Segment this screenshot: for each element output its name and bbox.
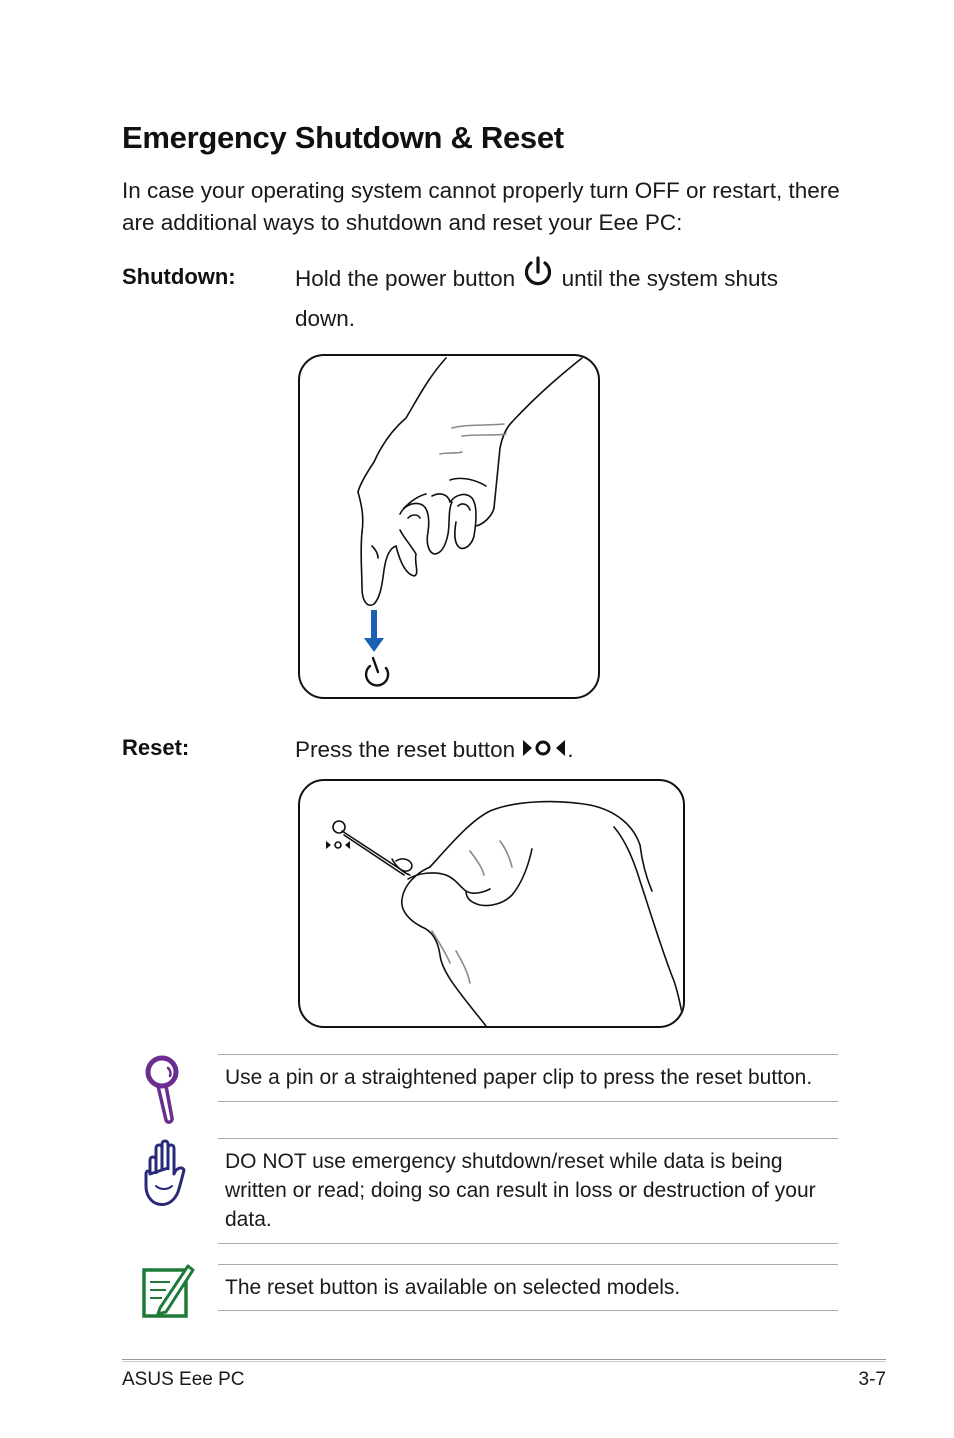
- footer-product-name: ASUS Eee PC: [122, 1369, 245, 1390]
- note-tip: [218, 1054, 838, 1102]
- note-tip-text: Use a pin or a straightened paper clip to press the reset button.: [225, 1066, 813, 1089]
- note-info: [218, 1264, 838, 1311]
- hand-warning-icon: [140, 1138, 188, 1213]
- footer-divider: [122, 1359, 886, 1362]
- intro-paragraph: In case your operating system cannot properly turn OFF or restart, there are additional ways to shutdown and reset your Eee PC:: [122, 178, 840, 235]
- reset-text-before: Press the reset button: [295, 737, 522, 762]
- reset-symbol-small: [326, 841, 350, 849]
- power-symbol: [366, 658, 388, 685]
- shutdown-text-after: until the system shuts down.: [295, 266, 779, 331]
- finger-press-drawing: [300, 356, 598, 697]
- shutdown-text-before: Hold the power button: [295, 266, 522, 291]
- shutdown-label: Shutdown:: [122, 264, 236, 289]
- note-warning-text: DO NOT use emergency shutdown/reset while data is being written or read; doing so can result in loss or destruction of your data.: [225, 1150, 816, 1231]
- page-title: Emergency Shutdown & Reset: [122, 120, 564, 155]
- power-icon: [521, 261, 555, 300]
- reset-text-after: .: [567, 737, 574, 762]
- shutdown-illustration: [298, 354, 600, 699]
- reset-label: Reset:: [122, 735, 190, 760]
- pin-press-drawing: [300, 781, 683, 1026]
- shutdown-instruction: [295, 260, 835, 337]
- note-warning: [218, 1138, 838, 1244]
- notepad-note-icon: [140, 1262, 196, 1325]
- magnifier-tip-icon: [140, 1054, 186, 1129]
- footer-page-number: 3-7: [858, 1369, 886, 1390]
- reset-illustration: [298, 779, 685, 1028]
- reset-icon: [521, 733, 567, 770]
- down-arrow: [364, 610, 384, 652]
- reset-instruction: [295, 731, 835, 770]
- note-info-text: The reset button is available on selected models.: [225, 1276, 681, 1299]
